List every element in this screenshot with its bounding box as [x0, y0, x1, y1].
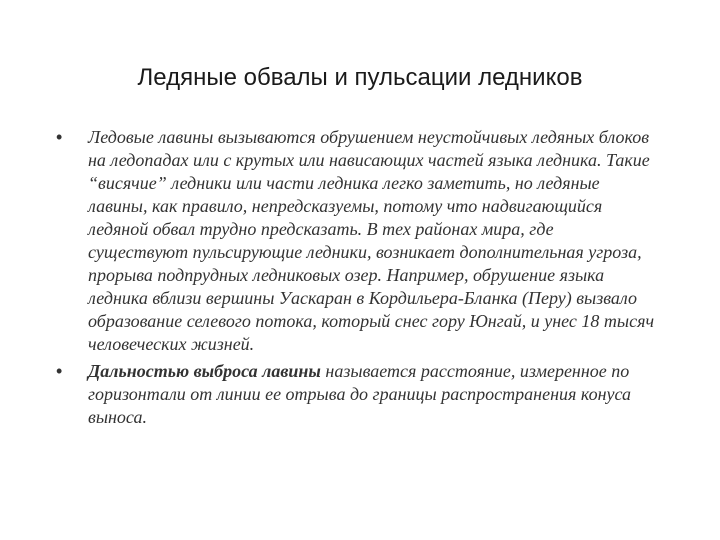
bullet-item-ice-avalanches	[56, 126, 656, 356]
bullet-marker: •	[56, 361, 63, 381]
bullet-marker: •	[56, 127, 63, 147]
bullet-list	[56, 126, 656, 433]
bullet-bold-term: Дальностью выброса лавины	[88, 361, 321, 381]
bullet-text: Ледовые лавины вызываются обрушением неустойчивых ледяных блоков на ледопадах или с крутых или нависающих частей языка ледника. Такие “висячие” ледники или части ледника легко заметить, но ледяные лавины, как правило, непредсказуемы, потому что надвигающийся ледяной обвал трудно предсказать. В тех районах мира, где существуют пульсирующие ледники, возникает дополнительная угроза, прорыва подпрудных ледниковых озер. Например, обрушение языка ледника вблизи вершины Уаскаран в Кордильера-Бланка (Перу) вызвало образование селевого потока, который снес гору Юнгай, и унес 18 тысяч человеческих жизней.	[88, 127, 655, 354]
slide-title: Ледяные обвалы и пульсации ледников	[137, 64, 583, 91]
bullet-text-wrapper	[88, 361, 631, 427]
bullet-item-avalanche-runout	[56, 360, 656, 429]
bullet-text: называется расстояние, измеренное по горизонтали от линии ее отрыва до границы распространения конуса выноса.	[88, 361, 632, 427]
